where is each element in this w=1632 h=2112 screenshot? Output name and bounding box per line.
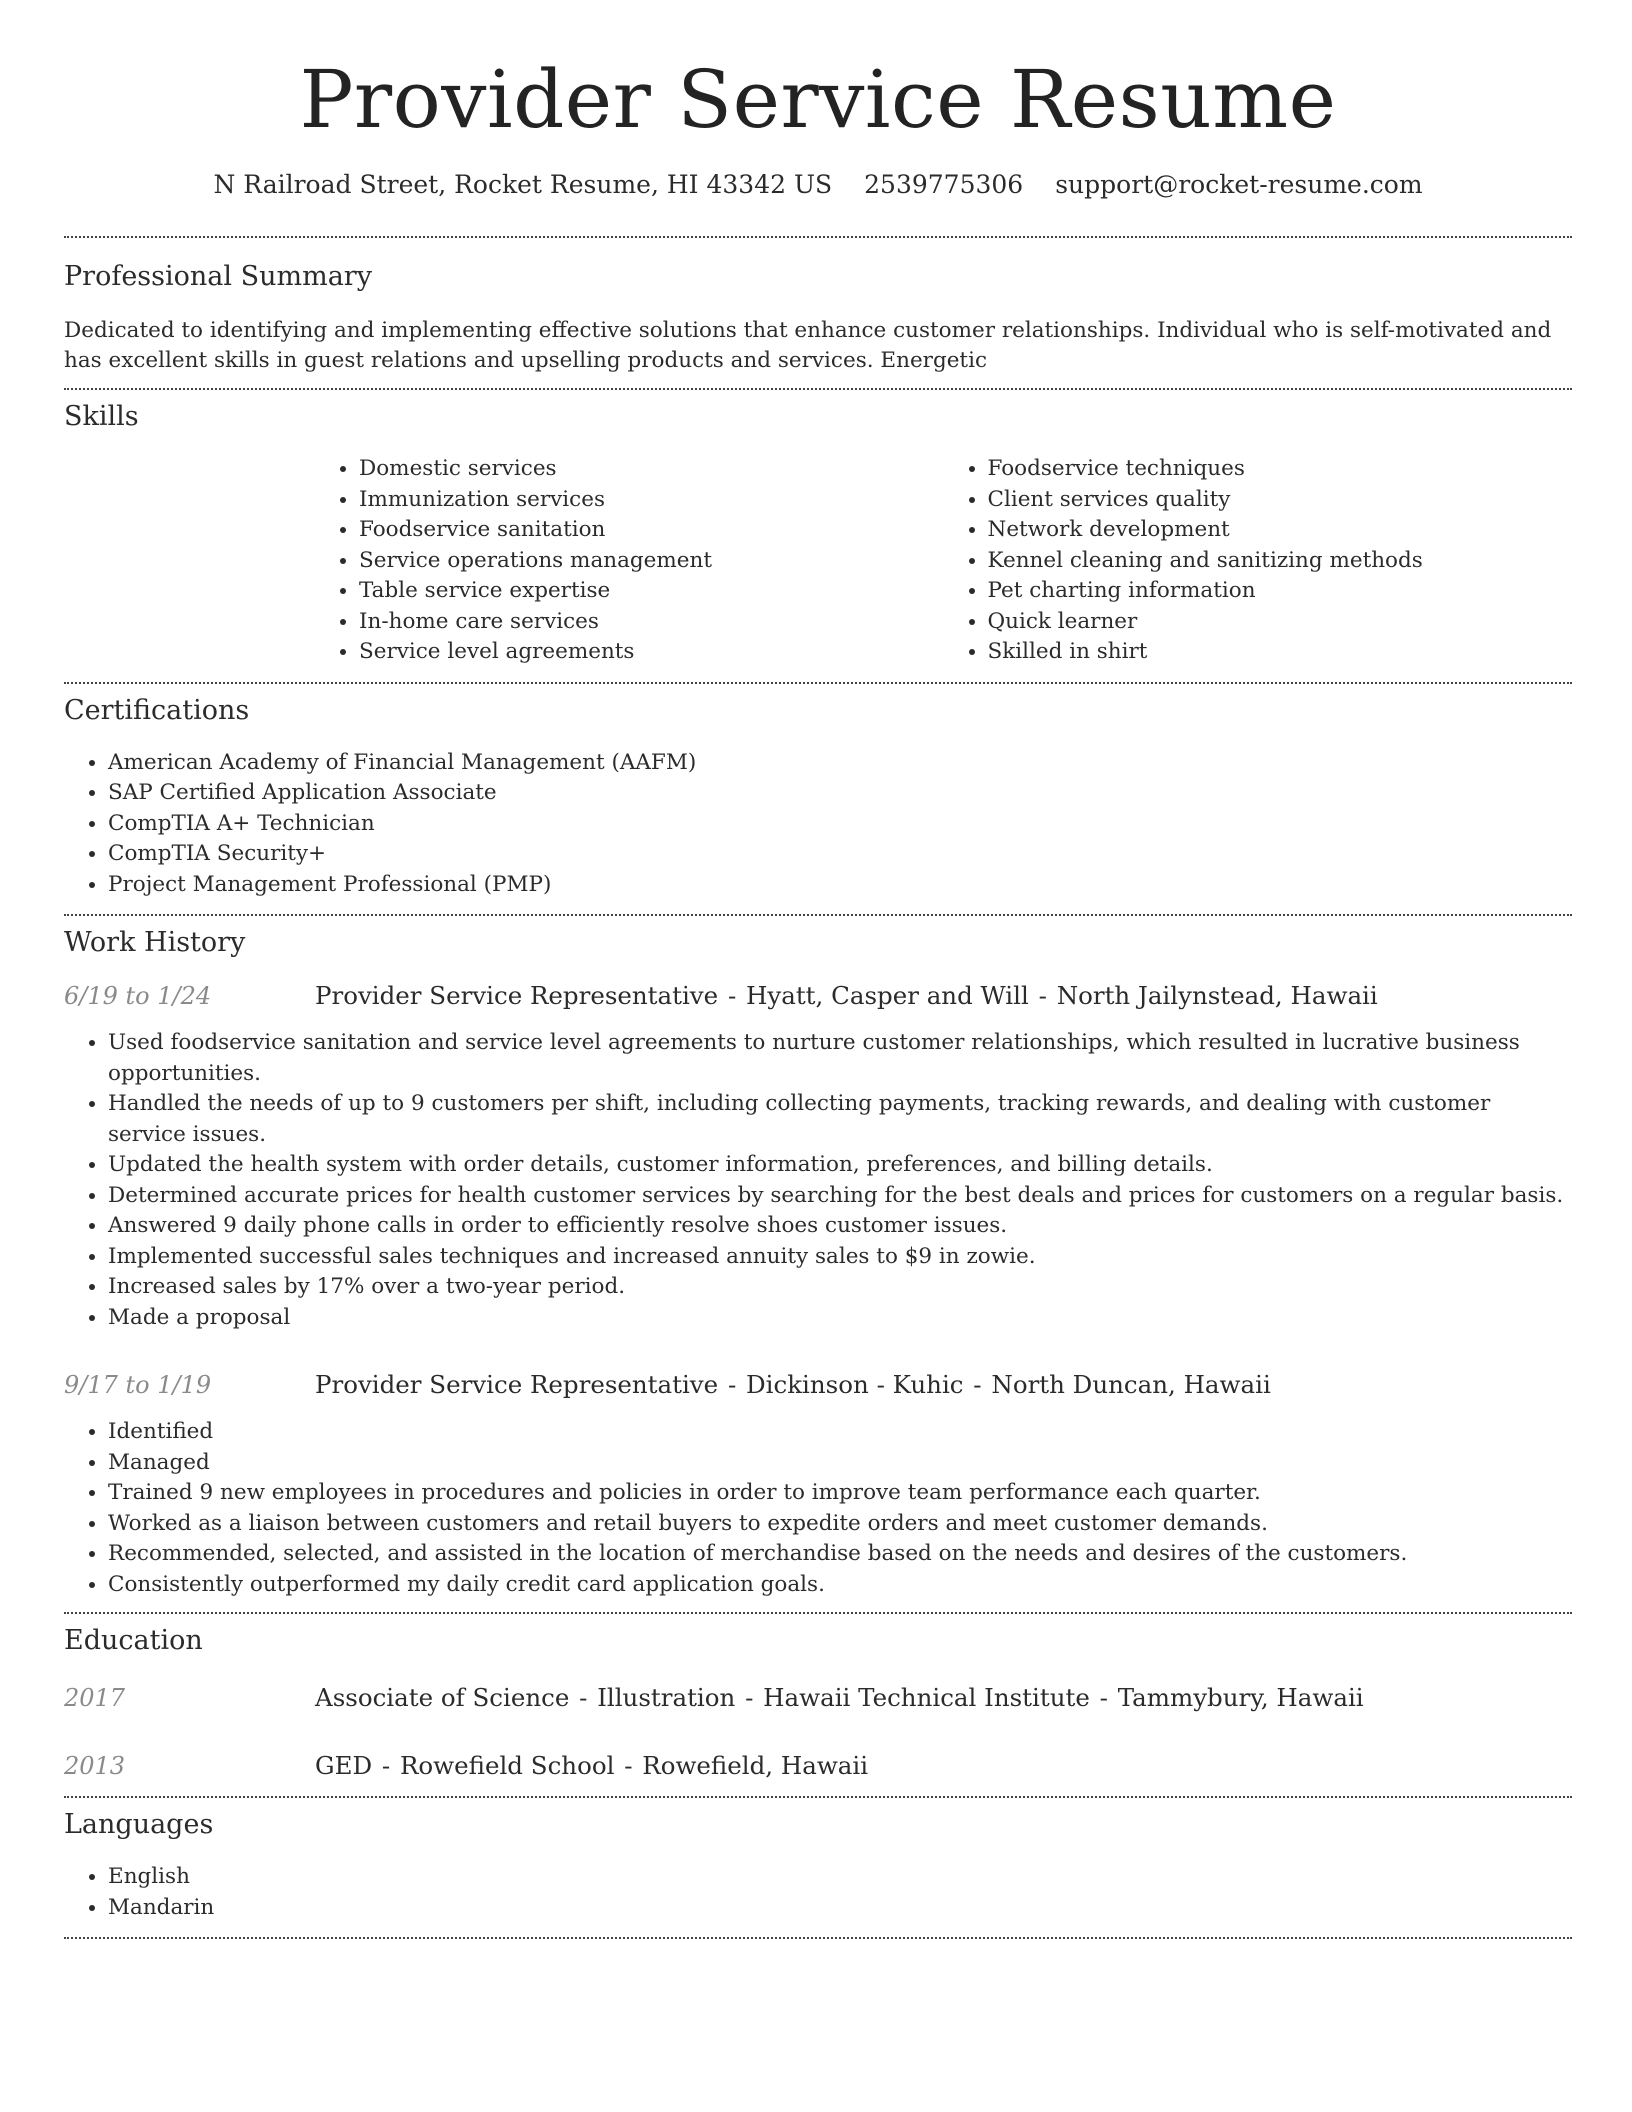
- section-title-work: Work History: [64, 927, 246, 958]
- section-title-languages: Languages: [64, 1809, 214, 1840]
- job-entry: [64, 980, 1572, 1333]
- education-entry: [64, 1750, 1572, 1782]
- job-bullets: [64, 1417, 1572, 1600]
- skills-section: [64, 390, 1572, 668]
- section-title-skills: Skills: [64, 401, 139, 432]
- section-title-summary: Professional Summary: [64, 261, 372, 292]
- certification-item: • CompTIA Security+: [108, 839, 1572, 870]
- section-title-certifications: Certifications: [64, 694, 250, 726]
- job-bullet: • Recommended, selected, and assisted in the location of merchandise based on the needs and desires of the customers.: [108, 1539, 1572, 1570]
- job-bullet: • Trained 9 new employees in procedures and policies in order to improve team performance each quarter.: [108, 1478, 1572, 1509]
- education-degree: GED: [315, 1751, 373, 1780]
- skill-item: • Client services quality: [988, 485, 1573, 516]
- resume-page: [64, 0, 1572, 1939]
- skills-list-left: [315, 454, 944, 668]
- skill-item: • Skilled in shirt: [988, 637, 1573, 668]
- certifications-section: [64, 684, 1572, 901]
- divider: [64, 1937, 1572, 1939]
- job-bullet: • Used foodservice sanitation and service level agreements to nurture customer relationships, which resulted in lucrative business opportunities.: [108, 1028, 1572, 1089]
- contact-email: support@rocket-resume.com: [1055, 170, 1423, 199]
- certification-item: • CompTIA A+ Technician: [108, 809, 1572, 840]
- resume-title: Provider Service Resume: [299, 53, 1337, 146]
- job-entry: [64, 1369, 1572, 1600]
- certification-item: • Project Management Professional (PMP): [108, 870, 1572, 901]
- job-header: [64, 980, 1572, 1012]
- job-bullet: • Determined accurate prices for health customer services by searching for the best deals and prices for customers on a regular basis.: [108, 1181, 1572, 1212]
- job-position: Provider Service Representative: [315, 981, 719, 1010]
- job-dates: 9/17 to 1/19: [64, 1371, 212, 1399]
- languages-section: [64, 1798, 1572, 1923]
- skill-item: • Immunization services: [359, 485, 944, 516]
- contact-line: [64, 168, 1572, 202]
- skill-item: • Table service expertise: [359, 576, 944, 607]
- job-heading: Provider Service Representative - Hyatt, Casper and Will - North Jailynstead, Hawaii: [315, 981, 1378, 1010]
- education-section: [64, 1614, 1572, 1782]
- education-school: Rowefield School: [399, 1751, 615, 1780]
- job-bullet: • Increased sales by 17% over a two-year period.: [108, 1272, 1572, 1303]
- language-item: • English: [108, 1862, 1572, 1893]
- education-field: Illustration: [597, 1683, 736, 1712]
- certification-item: • American Academy of Financial Management (AAFM): [108, 748, 1572, 779]
- job-bullet: • Consistently outperformed my daily credit card application goals.: [108, 1570, 1572, 1601]
- contact-address: N Railroad Street, Rocket Resume, HI 43342 US: [213, 170, 833, 199]
- languages-list: [64, 1862, 1572, 1923]
- job-bullet: • Updated the health system with order details, customer information, preferences, and billing details.: [108, 1150, 1572, 1181]
- section-title-education: Education: [64, 1625, 203, 1656]
- job-location: North Jailynstead, Hawaii: [1056, 981, 1378, 1010]
- job-position: Provider Service Representative: [315, 1370, 719, 1399]
- education-degree: Associate of Science: [315, 1683, 570, 1712]
- job-bullet: • Implemented successful sales techniques and increased annuity sales to $9 in zowie.: [108, 1242, 1572, 1273]
- job-bullet: • Identified: [108, 1417, 1572, 1448]
- job-bullet: • Made a proposal: [108, 1303, 1572, 1334]
- education-school: Hawaii Technical Institute: [763, 1683, 1090, 1712]
- job-header: [64, 1369, 1572, 1401]
- job-bullet: • Answered 9 daily phone calls in order to efficiently resolve shoes customer issues.: [108, 1211, 1572, 1242]
- skill-item: • Kennel cleaning and sanitizing methods: [988, 546, 1573, 577]
- language-item: • Mandarin: [108, 1893, 1572, 1924]
- education-year: 2017: [64, 1684, 126, 1712]
- skill-item: • Pet charting information: [988, 576, 1573, 607]
- contact-phone: 2539775306: [864, 170, 1024, 199]
- skill-item: • Domestic services: [359, 454, 944, 485]
- skill-item: • Foodservice techniques: [988, 454, 1573, 485]
- education-heading: Associate of Science - Illustration - Hawaii Technical Institute - Tammybury, Hawaii: [315, 1683, 1364, 1712]
- work-history-section: [64, 916, 1572, 1600]
- skill-item: • Foodservice sanitation: [359, 515, 944, 546]
- job-bullet: • Worked as a liaison between customers and retail buyers to expedite orders and meet customer demands.: [108, 1509, 1572, 1540]
- skill-item: • Quick learner: [988, 607, 1573, 638]
- skill-item: • Service level agreements: [359, 637, 944, 668]
- education-heading: GED - Rowefield School - Rowefield, Hawaii: [315, 1751, 869, 1780]
- job-bullets: [64, 1028, 1572, 1333]
- job-dates: 6/19 to 1/24: [64, 982, 212, 1010]
- job-location: North Duncan, Hawaii: [991, 1370, 1271, 1399]
- skills-list-right: [944, 454, 1573, 668]
- job-company: Hyatt, Casper and Will: [746, 981, 1029, 1010]
- summary-text: Dedicated to identifying and implementing effective solutions that enhance customer relationships. Individual who is self-motivated and has excellent skills in guest relations and upselling products and services. Energetic: [64, 318, 1552, 373]
- skill-item: • In-home care services: [359, 607, 944, 638]
- certification-item: • SAP Certified Application Associate: [108, 778, 1572, 809]
- job-bullet: • Managed: [108, 1448, 1572, 1479]
- job-company: Dickinson - Kuhic: [746, 1370, 964, 1399]
- job-heading: Provider Service Representative - Dickinson - Kuhic - North Duncan, Hawaii: [315, 1370, 1271, 1399]
- education-location: Rowefield, Hawaii: [642, 1751, 869, 1780]
- skills-grid: [315, 454, 1572, 668]
- summary-section: [64, 238, 1572, 376]
- skill-item: • Network development: [988, 515, 1573, 546]
- skill-item: • Service operations management: [359, 546, 944, 577]
- certifications-list: [64, 748, 1572, 901]
- education-location: Tammybury, Hawaii: [1117, 1683, 1364, 1712]
- education-year: 2013: [64, 1752, 126, 1780]
- education-entry: [64, 1682, 1572, 1714]
- job-bullet: • Handled the needs of up to 9 customers per shift, including collecting payments, tracking rewards, and dealing with customer service issues.: [108, 1089, 1572, 1150]
